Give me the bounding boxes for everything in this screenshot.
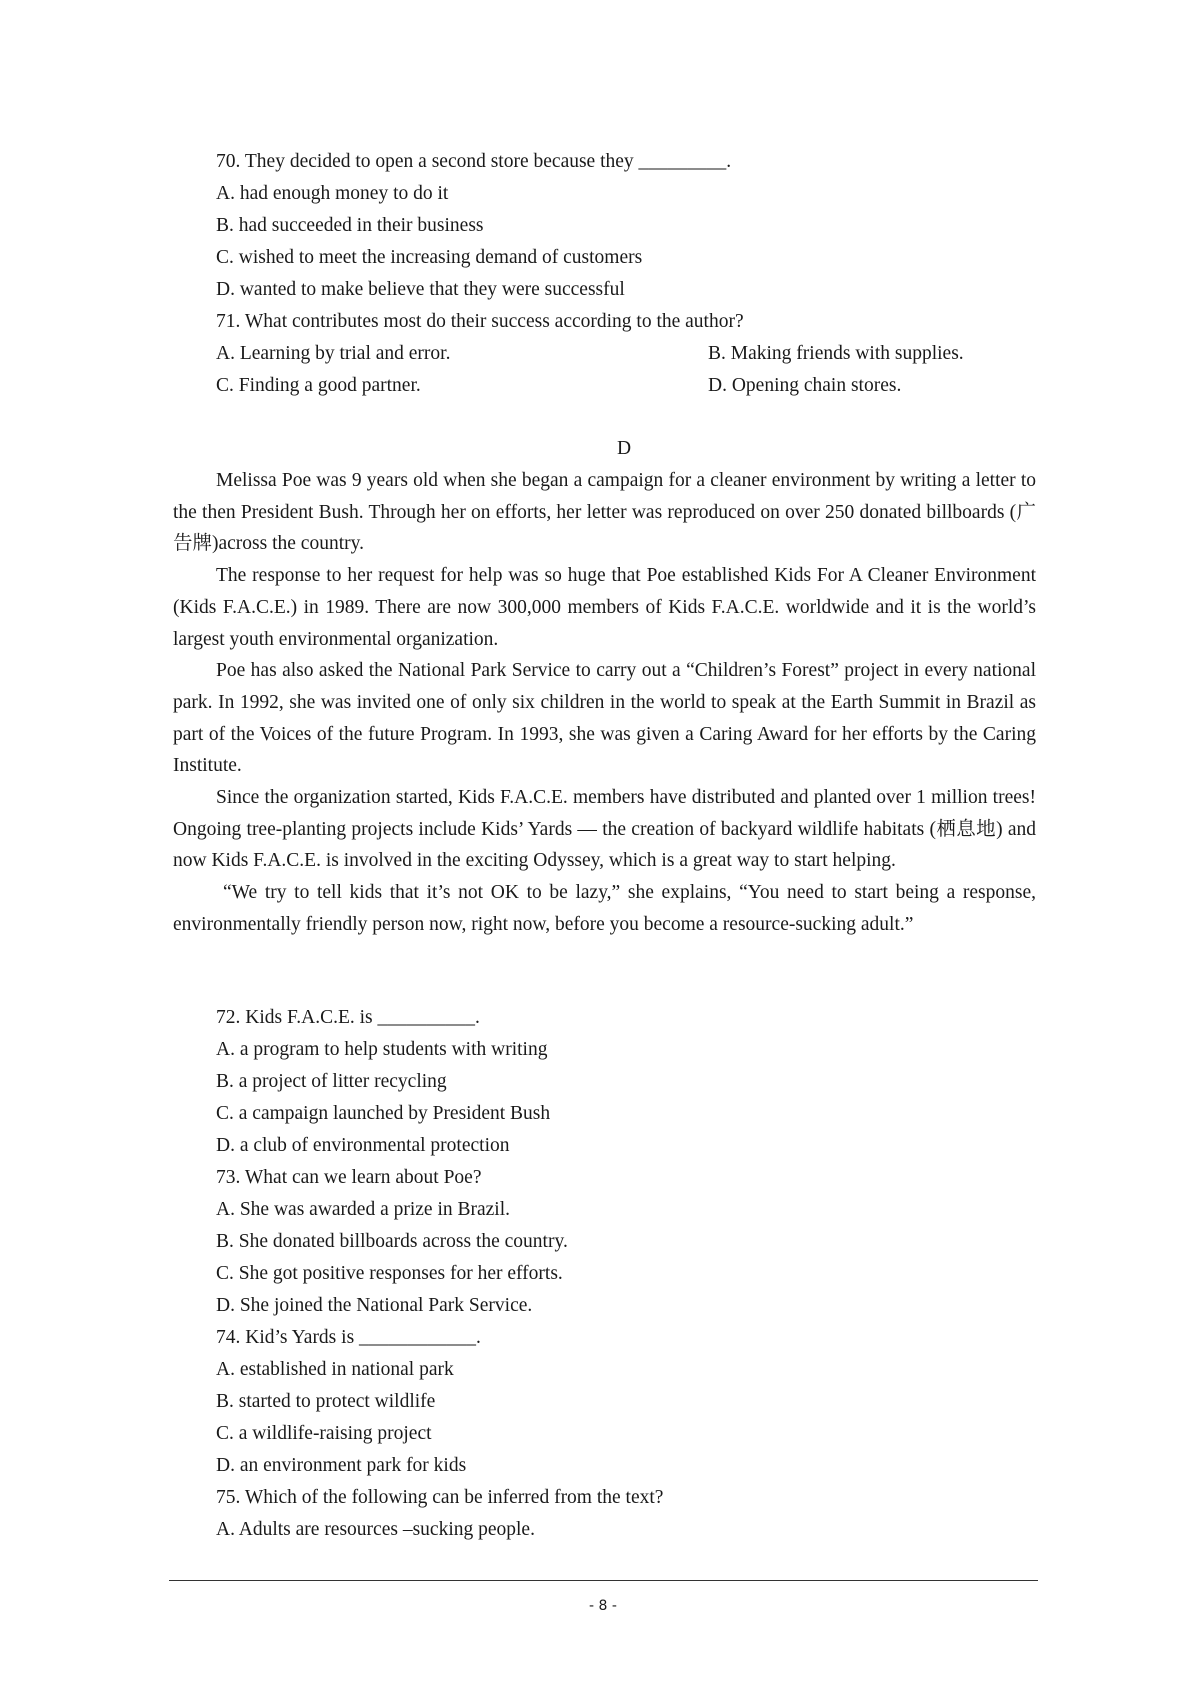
- passage: [173, 465, 1036, 941]
- passage-paragraph-3: Poe has also asked the National Park Service to carry out a “Children’s Forest” project in every national park. In 1992, she was invited one of only six children in the world to speak at the Earth Summit in Brazil as part of the Voices of the future Program. In 1993, she was given a Caring Award for her efforts by the Caring Institute.: [173, 660, 1036, 777]
- question-73-option-d: D. She joined the National Park Service.: [216, 1295, 533, 1316]
- question-74-stem: 74. Kid’s Yards is ____________.: [216, 1327, 481, 1348]
- page-number: - 8 -: [589, 1598, 617, 1614]
- question-75-option-a: A. Adults are resources –sucking people.: [216, 1519, 535, 1540]
- question-73-option-c: C. She got positive responses for her efforts.: [216, 1263, 563, 1284]
- question-74-option-c: C. a wildlife-raising project: [216, 1423, 432, 1444]
- question-75-stem: 75. Which of the following can be inferred from the text?: [216, 1487, 664, 1508]
- question-71-option-a: A. Learning by trial and error.: [216, 343, 451, 364]
- passage-paragraph-5: “We try to tell kids that it’s not OK to be lazy,” she explains, “You need to start being a response, environmentally friendly person now, right now, before you become a resource-sucking adult.”: [173, 882, 1036, 935]
- question-70-stem: 70. They decided to open a second store because they _________.: [216, 151, 732, 172]
- question-71-row-2: [216, 374, 902, 398]
- question-72-option-b: B. a project of litter recycling: [216, 1071, 447, 1092]
- question-70-option-b: B. had succeeded in their business: [216, 215, 484, 236]
- footer-divider: [169, 1580, 1038, 1581]
- question-71-row-1: [216, 342, 964, 366]
- question-72-option-c: C. a campaign launched by President Bush: [216, 1103, 551, 1124]
- question-74-option-a: A. established in national park: [216, 1359, 454, 1380]
- question-73-option-a: A. She was awarded a prize in Brazil.: [216, 1199, 511, 1220]
- question-74-option-b: B. started to protect wildlife: [216, 1391, 436, 1412]
- passage-paragraph-4: Since the organization started, Kids F.A.C.E. members have distributed and planted over 1 million trees! Ongoing tree-planting projects include Kids’ Yards — the creation of backyard wildlife habitats (栖息地) and now Kids F.A.C.E. is involved in the exciting Odyssey, which is a great way to start helping.: [173, 787, 1036, 872]
- question-71-option-d: D. Opening chain stores.: [708, 375, 902, 396]
- question-72-option-d: D. a club of environmental protection: [216, 1135, 510, 1156]
- question-73-option-b: B. She donated billboards across the country.: [216, 1231, 568, 1252]
- question-71-option-c: C. Finding a good partner.: [216, 375, 421, 396]
- question-70-option-c: C. wished to meet the increasing demand of customers: [216, 247, 643, 268]
- question-72-option-a: A. a program to help students with writing: [216, 1039, 548, 1060]
- question-71-option-b: B. Making friends with supplies.: [708, 343, 964, 364]
- question-71-stem: 71. What contributes most do their success according to the author?: [216, 311, 744, 332]
- question-70-option-a: A. had enough money to do it: [216, 183, 449, 204]
- section-letter: D: [616, 438, 632, 459]
- passage-paragraph-2: The response to her request for help was so huge that Poe established Kids For A Cleaner Environment (Kids F.A.C.E.) in 1989. There are now 300,000 members of Kids F.A.C.E. worldwide and it is the world’s largest youth environmental organization.: [173, 565, 1036, 650]
- question-74-option-d: D. an environment park for kids: [216, 1455, 467, 1476]
- question-70-option-d: D. wanted to make believe that they were successful: [216, 279, 625, 300]
- passage-paragraph-1: Melissa Poe was 9 years old when she began a campaign for a cleaner environment by writing a letter to the then President Bush. Through her on efforts, her letter was reproduced on over 250 donated billboards (广告牌)across the country.: [173, 470, 1036, 555]
- question-72-stem: 72. Kids F.A.C.E. is __________.: [216, 1007, 480, 1028]
- question-73-stem: 73. What can we learn about Poe?: [216, 1167, 482, 1188]
